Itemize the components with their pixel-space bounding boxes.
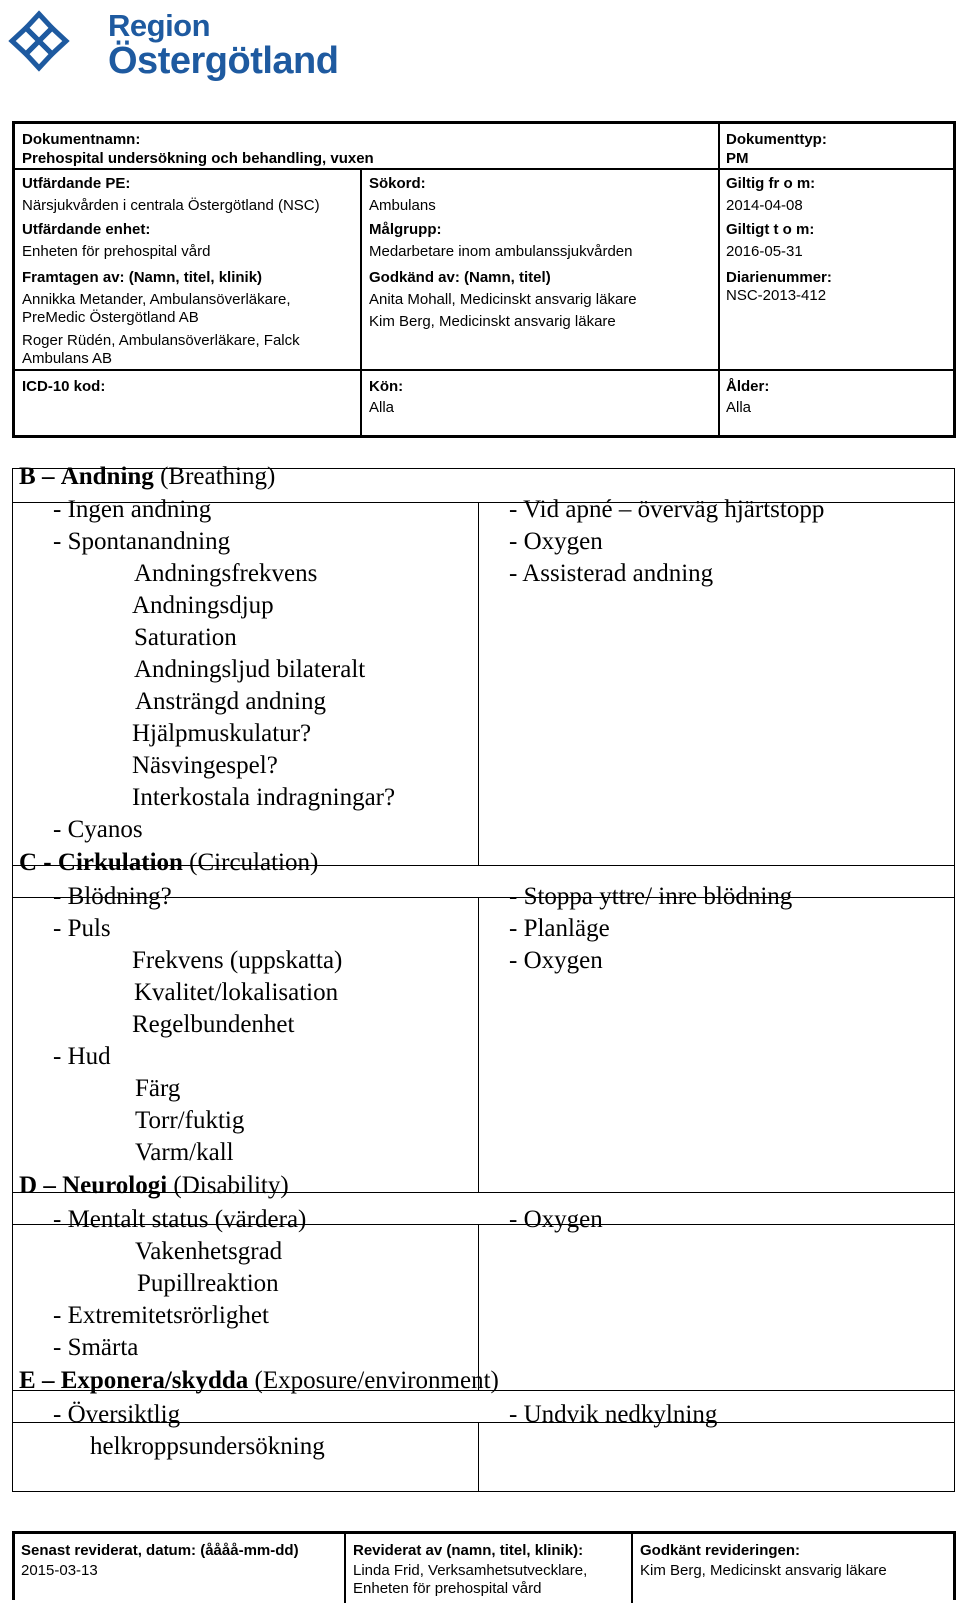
section-b-header: B – Andning (Breathing)	[19, 463, 276, 490]
revision-footer-table	[12, 1531, 956, 1600]
reviderat-av-label: Reviderat av (namn, titel, klinik):	[353, 1542, 584, 1559]
alder-value: Alla	[726, 399, 752, 416]
kon-value: Alla	[369, 399, 395, 416]
d-left-4: - Smärta	[53, 1334, 139, 1361]
senast-reviderat-value: 2015-03-13	[21, 1562, 98, 1579]
dokumentnamn-value: Prehospital undersökning och behandling, vuxen	[22, 150, 374, 167]
e-left-1: helkroppsundersökning	[90, 1433, 325, 1460]
framtagen-line2: PreMedic Östergötland AB	[22, 309, 199, 326]
giltig-tom-value: 2016-05-31	[726, 243, 803, 260]
logo-text-region: Region	[108, 8, 211, 43]
dokumentnamn-label: Dokumentnamn:	[22, 131, 141, 148]
c-right-2: - Oxygen	[509, 947, 603, 974]
b-right-2: - Assisterad andning	[509, 560, 714, 587]
b-left-0: - Ingen andning	[53, 496, 212, 523]
c-left-7: Torr/fuktig	[135, 1107, 245, 1134]
framtagen-line3: Roger Rüdén, Ambulansöverläkare, Falck	[22, 332, 300, 349]
c-left-3: Kvalitet/lokalisation	[134, 979, 339, 1006]
b-left-3: Andningsdjup	[132, 592, 274, 619]
c-right-1: - Planläge	[509, 915, 610, 942]
framtagen-line4: Ambulans AB	[22, 350, 113, 367]
reviderat-av-line2: Enheten för prehospital vård	[353, 1580, 542, 1597]
dokumenttyp-value: PM	[726, 150, 749, 167]
godkand-label: Godkänd av: (Namn, titel)	[369, 269, 551, 286]
godkant-revideringen-value: Kim Berg, Medicinskt ansvarig läkare	[640, 1562, 887, 1579]
section-c-header: C - Cirkulation (Circulation)	[19, 849, 319, 876]
logo-text-ostergotland: Östergötland	[108, 40, 339, 82]
malgrupp-label: Målgrupp:	[369, 221, 442, 238]
document-header-table	[12, 121, 956, 438]
b-left-10: - Cyanos	[53, 816, 143, 843]
b-left-6: Ansträngd andning	[135, 688, 326, 715]
e-right-0: - Undvik nedkylning	[509, 1401, 718, 1428]
d-right-0: - Oxygen	[509, 1206, 603, 1233]
c-left-8: Varm/kall	[135, 1139, 234, 1166]
b-left-4: Saturation	[134, 624, 237, 651]
icd-label: ICD-10 kod:	[22, 378, 106, 395]
alder-label: Ålder:	[726, 378, 770, 395]
d-left-2: Pupillreaktion	[137, 1270, 279, 1297]
abcde-table	[12, 463, 955, 1492]
giltig-from-value: 2014-04-08	[726, 197, 803, 214]
sokord-value: Ambulans	[369, 197, 436, 214]
utfardande-pe-label: Utfärdande PE:	[22, 175, 131, 192]
malgrupp-value: Medarbetare inom ambulanssjukvården	[369, 243, 633, 260]
c-left-6: Färg	[135, 1075, 181, 1102]
region-flower-icon	[4, 6, 74, 76]
diarienummer-label: Diarienummer:	[726, 269, 832, 286]
godkand-line1: Anita Mohall, Medicinskt ansvarig läkare	[369, 291, 637, 308]
diarienummer-value: NSC-2013-412	[726, 287, 827, 304]
senast-reviderat-label: Senast reviderat, datum: (åååå-mm-dd)	[21, 1542, 299, 1559]
b-left-8: Näsvingespel?	[132, 752, 278, 779]
section-e-header: E – Exponera/skydda (Exposure/environment)	[19, 1367, 499, 1394]
c-right-0: - Stoppa yttre/ inre blödning	[509, 883, 793, 910]
c-left-0: - Blödning?	[53, 883, 172, 910]
b-left-2: Andningsfrekvens	[134, 560, 318, 587]
framtagen-line1: Annikka Metander, Ambulansöverläkare,	[22, 291, 291, 308]
c-left-2: Frekvens (uppskatta)	[132, 947, 343, 974]
b-right-1: - Oxygen	[509, 528, 603, 555]
reviderat-av-line1: Linda Frid, Verksamhetsutvecklare,	[353, 1562, 588, 1579]
c-left-1: - Puls	[53, 915, 111, 942]
utfardande-pe-value: Närsjukvården i centrala Östergötland (NSC)	[22, 197, 320, 214]
sokord-label: Sökord:	[369, 175, 426, 192]
framtagen-label: Framtagen av: (Namn, titel, klinik)	[22, 269, 263, 286]
d-left-3: - Extremitetsrörlighet	[53, 1302, 269, 1329]
godkant-revideringen-label: Godkänt revideringen:	[640, 1542, 801, 1559]
giltig-from-label: Giltig fr o m:	[726, 175, 816, 192]
c-left-5: - Hud	[53, 1043, 111, 1070]
region-logo	[0, 0, 339, 92]
c-left-4: Regelbundenhet	[132, 1011, 295, 1038]
b-left-5: Andningsljud bilateralt	[134, 656, 366, 683]
b-left-1: - Spontanandning	[53, 528, 231, 555]
dokumenttyp-label: Dokumenttyp:	[726, 131, 827, 148]
b-left-7: Hjälpmuskulatur?	[132, 720, 312, 747]
utfardande-enhet-value: Enheten för prehospital vård	[22, 243, 211, 260]
b-right-0: - Vid apné – överväg hjärtstopp	[509, 496, 825, 523]
section-d-header: D – Neurologi (Disability)	[19, 1172, 289, 1199]
utfardande-enhet-label: Utfärdande enhet:	[22, 221, 151, 238]
kon-label: Kön:	[369, 378, 404, 395]
b-left-9: Interkostala indragningar?	[132, 784, 396, 811]
godkand-line2: Kim Berg, Medicinskt ansvarig läkare	[369, 313, 616, 330]
d-left-0: - Mentalt status (värdera)	[53, 1206, 307, 1233]
d-left-1: Vakenhetsgrad	[135, 1238, 283, 1265]
e-left-0: - Översiktlig	[53, 1401, 181, 1428]
giltig-tom-label: Giltigt t o m:	[726, 221, 815, 238]
